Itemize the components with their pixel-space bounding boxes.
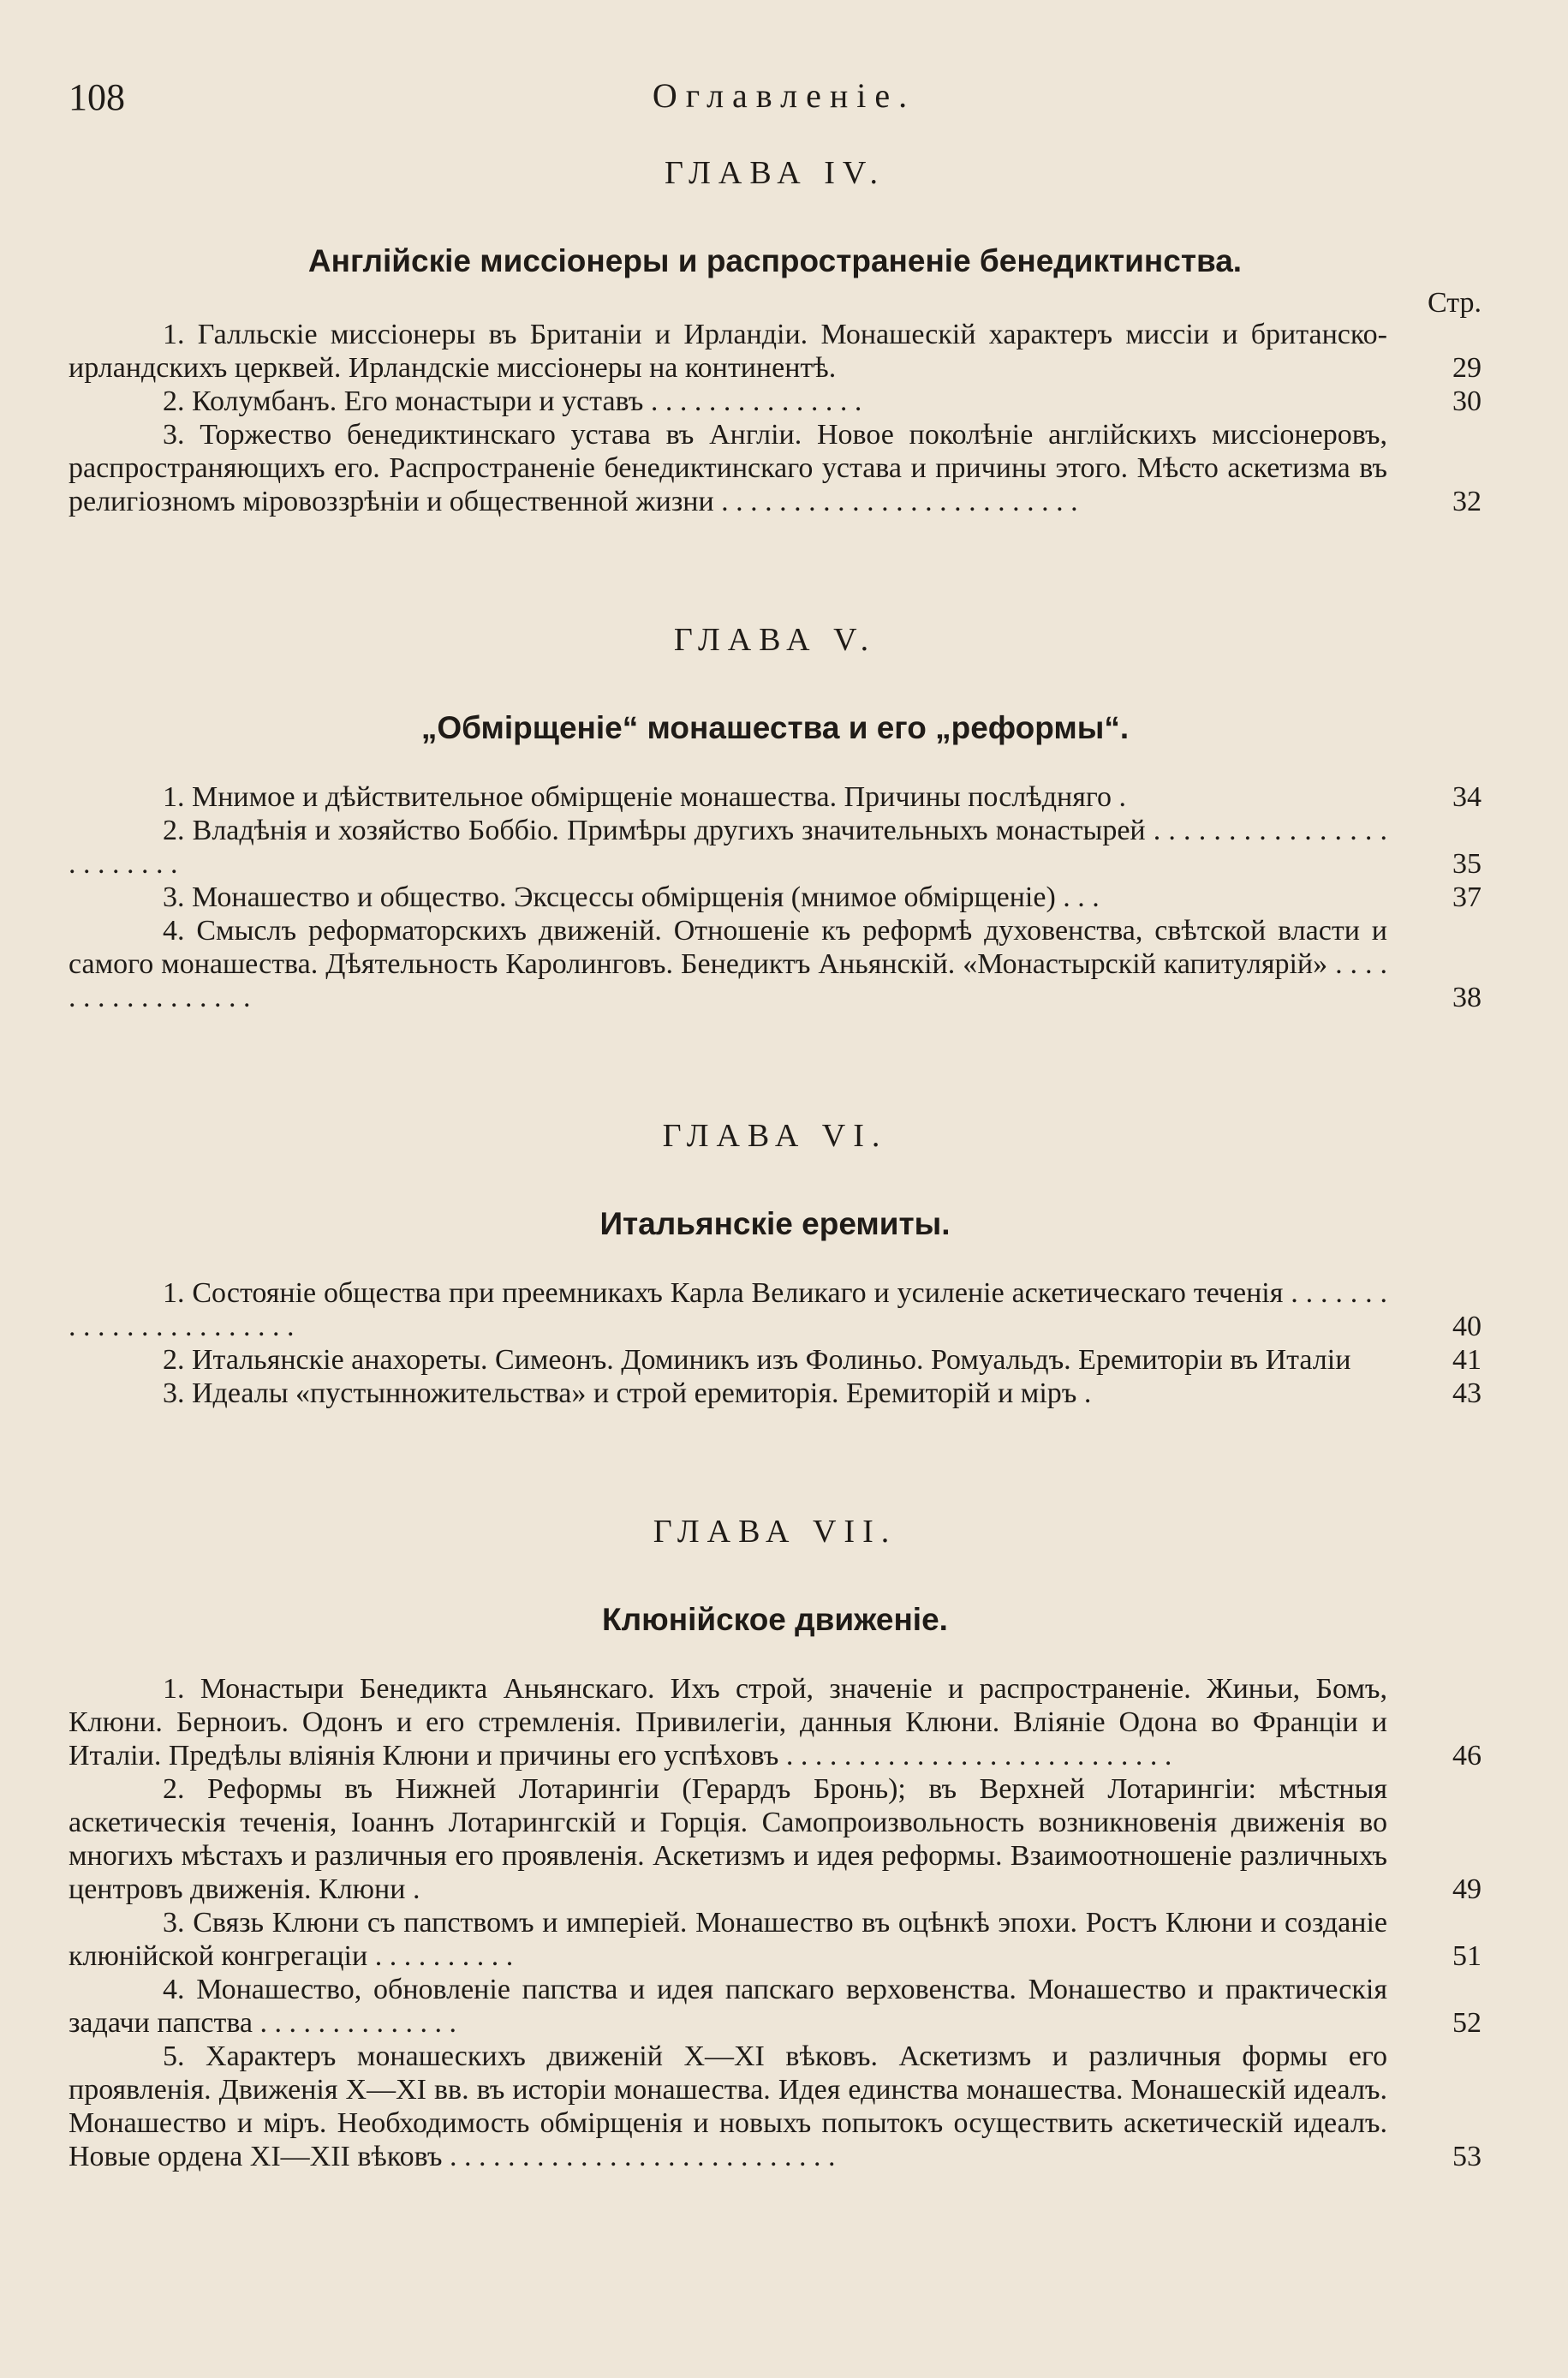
toc-entry[interactable] — [69, 385, 1482, 418]
entry-page: 53 — [1452, 2141, 1482, 2172]
entry-page: 30 — [1452, 385, 1482, 417]
toc-entry[interactable] — [69, 1276, 1482, 1343]
entries — [69, 1276, 1482, 1410]
entries — [69, 318, 1482, 518]
chapter-title: Клюнійское движеніе. — [602, 1602, 948, 1637]
page-number: 108 — [69, 76, 125, 118]
chapter-title: Англійскіе миссіонеры и распространеніе бенедиктинства. — [307, 243, 1243, 278]
toc-entry[interactable] — [69, 1672, 1482, 1772]
chapter-heading: ГЛАВА VII. — [653, 1514, 897, 1550]
entry-text: 2. Реформы въ Нижней Лотарингіи (Герардъ Бронь); въ Верхней Лотарингіи: мѣстныя аскетическія теченія, Іоаннъ Лотарингскій и Горція. Самопроизвольность возникновенія движенія во многихъ мѣстахъ и различныя его проявленія. Аскетизмъ и идея реформы. Взаимоотношеніе различныхъ центровъ движенія. Клюни . — [69, 1773, 1387, 1905]
entry-text: 2. Владѣнія и хозяйство Боббіо. Примѣры другихъ значительныхъ монастырей . . . . . . . . . . . . . . . . . . . . . . . . — [69, 815, 1387, 880]
entry-page: 40 — [1452, 1311, 1482, 1342]
toc-entry[interactable] — [69, 914, 1482, 1014]
entry-text: 3. Монашество и общество. Эксцессы обмірщенія (мнимое обмірщеніе) . . . — [163, 881, 1100, 913]
entry-page: 51 — [1452, 1940, 1482, 1972]
toc-entry[interactable] — [69, 1772, 1482, 1906]
entry-text: 3. Связь Клюни съ папствомъ и имперіей. Монашество въ оцѣнкѣ эпохи. Ростъ Клюни и созданіе клюнійской конгрегаціи . . . . . . . . . . — [69, 1907, 1387, 1972]
entry-text: 1. Мнимое и дѣйствительное обмірщеніе монашества. Причины послѣдняго . — [163, 781, 1126, 813]
entry-page: 49 — [1452, 1873, 1482, 1905]
entry-text: 3. Торжество бенедиктинскаго устава въ Англіи. Новое поколѣніе англійскихъ миссіонеровъ, распространяющихъ его. Распространеніе бенедиктинскаго устава и причины этого. Мѣсто аскетизма въ религіозномъ міровоззрѣніи и общественной жизни . . . . . . . . . . . . . . . . . . . . . . . . . — [69, 419, 1387, 517]
toc-column — [69, 154, 1482, 2173]
entry-page: 52 — [1452, 2007, 1482, 2039]
entry-page: 32 — [1452, 486, 1482, 517]
chapter-heading: ГЛАВА VI. — [662, 1118, 888, 1154]
entries — [69, 780, 1482, 1014]
entry-page: 34 — [1452, 781, 1482, 813]
toc-entry[interactable] — [69, 1377, 1482, 1410]
chapter-iv — [69, 154, 1482, 518]
chapter-heading: ГЛАВА V. — [673, 622, 877, 658]
entry-text: 4. Монашество, обновленіе папства и идея папскаго верховенства. Монашество и практическія задачи папства . . . . . . . . . . . . . . — [69, 1974, 1387, 2039]
entry-text: 4. Смыслъ реформаторскихъ движеній. Отношеніе къ реформѣ духовенства, свѣтской власти и самого монашества. Дѣятельность Каролинговъ. Бенедиктъ Аньянскій. «Монастырскій капитулярій» . . . . . . . . . . . . . . . . . — [69, 915, 1387, 1013]
toc-entry[interactable] — [69, 318, 1482, 385]
entry-page: 43 — [1452, 1377, 1482, 1409]
entry-text: 1. Галльскіе миссіонеры въ Британіи и Ирландіи. Монашескій характеръ миссіи и британско-ирландскихъ церквей. Ирландскіе миссіонеры на континентѣ. — [69, 319, 1387, 384]
page-column-label: Стр. — [1427, 287, 1482, 319]
entry-page: 29 — [1452, 352, 1482, 384]
chapter-title: Итальянскіе еремиты. — [599, 1206, 951, 1241]
toc-entry[interactable] — [69, 1973, 1482, 2040]
toc-entry[interactable] — [69, 1906, 1482, 1973]
chapter-v — [69, 621, 1482, 1014]
entry-text: 2. Колумбанъ. Его монастыри и уставъ . . . . . . . . . . . . . . . — [163, 385, 862, 417]
entry-page: 41 — [1452, 1344, 1482, 1376]
entries — [69, 1672, 1482, 2173]
chapter-vi — [69, 1117, 1482, 1410]
toc-entry[interactable] — [69, 2040, 1482, 2173]
entry-text: 3. Идеалы «пустынножительства» и строй еремиторія. Еремиторій и міръ . — [163, 1377, 1092, 1409]
toc-entry[interactable] — [69, 418, 1482, 518]
chapter-heading: ГЛАВА IV. — [665, 155, 885, 191]
chapter-vii — [69, 1513, 1482, 2173]
entry-page: 38 — [1452, 982, 1482, 1013]
entry-page: 37 — [1452, 881, 1482, 913]
entry-text: 2. Итальянскіе анахореты. Симеонъ. Доминикъ изъ Фолиньо. Ромуальдъ. Еремиторіи въ Италіи — [163, 1344, 1351, 1376]
entry-page: 35 — [1452, 848, 1482, 880]
toc-entry[interactable] — [69, 780, 1482, 814]
toc-entry[interactable] — [69, 1343, 1482, 1377]
chapter-title: „Обмірщеніе“ монашества и его „реформы“. — [420, 710, 1130, 745]
entry-text: 1. Монастыри Бенедикта Аньянскаго. Ихъ строй, значеніе и распространеніе. Жиньи, Бомъ, Клюни. Берноиъ. Одонъ и его стремленія. Привилегіи, данныя Клюни. Вліяніе Одона во Франціи и Италіи. Предѣлы вліянія Клюни и причины его успѣховъ . . . . . . . . . . . . . . . . . . . . . . . . . . . — [69, 1673, 1387, 1772]
toc-entry[interactable] — [69, 881, 1482, 914]
running-title: Оглавленіе. — [652, 76, 916, 115]
entry-text: 1. Состояніе общества при преемникахъ Карла Великаго и усиленіе аскетическаго теченія . . . . . . . . . . . . . . . . . . . . . . . — [69, 1277, 1387, 1342]
entry-page: 46 — [1452, 1740, 1482, 1772]
toc-entry[interactable] — [69, 814, 1482, 881]
running-head — [69, 75, 1499, 127]
entry-text: 5. Характеръ монашескихъ движеній X—XI вѣковъ. Аскетизмъ и различныя формы его проявленія. Движенія X—XI вв. въ исторіи монашества. Идея единства монашества. Монашескій идеалъ. Монашество и міръ. Необходимость обмірщенія и новыхъ попытокъ осуществить аскетическій идеалъ. Новые ордена XI—XII вѣковъ . . . . . . . . . . . . . . . . . . . . . . . . . . . — [69, 2040, 1387, 2172]
